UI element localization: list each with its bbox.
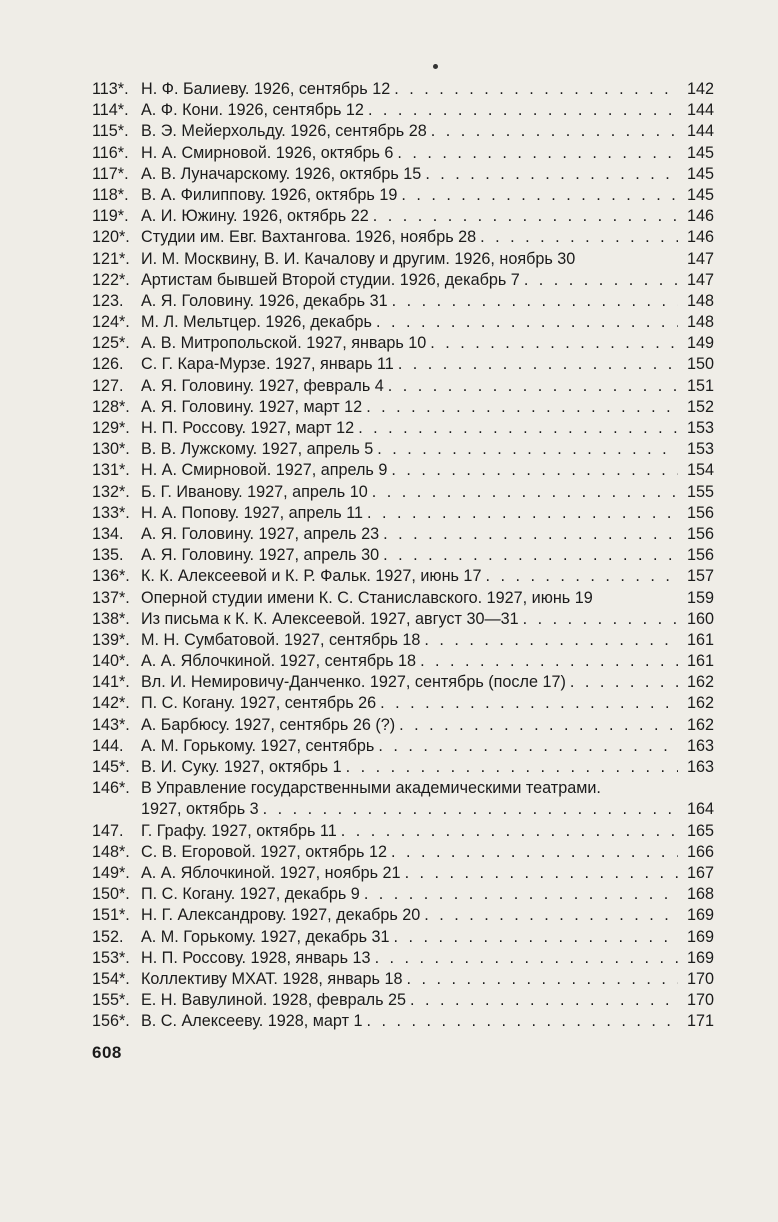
- table-of-contents: [92, 79, 714, 1032]
- toc-entry: [92, 778, 714, 820]
- entry-page: 145: [686, 164, 714, 183]
- entry-number: 120*.: [92, 228, 130, 247]
- entry-title: Н. П. Россову. 1928, январь 13: [141, 948, 371, 967]
- toc-entry: [92, 312, 714, 333]
- toc-entry: [92, 990, 714, 1011]
- entry-page: 148: [686, 313, 714, 332]
- entry-title: Н. П. Россову. 1927, март 12: [141, 419, 355, 437]
- dot-leader: [390, 79, 678, 100]
- entry-title: П. С. Когану. 1927, сентябрь 26: [141, 694, 377, 713]
- entry-page: 156: [686, 524, 714, 543]
- dot-leader: [371, 948, 678, 969]
- entry-page: 163: [686, 736, 714, 755]
- entry-title: М. Л. Мельтцер. 1926, декабрь: [141, 313, 372, 332]
- entry-title: А. Барбюсу. 1927, сентябрь 26 (?): [141, 715, 396, 734]
- toc-entry: [92, 206, 714, 227]
- entry-title: Из письма к К. К. Алексеевой. 1927, август 30—31: [141, 609, 519, 628]
- entry-page: 166: [686, 842, 714, 861]
- toc-entry: [92, 100, 714, 121]
- toc-entry: [92, 333, 714, 354]
- toc-entry: [92, 863, 714, 884]
- toc-entry: [92, 545, 714, 566]
- entry-title: А. Я. Головину. 1927, апрель 23: [141, 524, 380, 543]
- entry-number: 142*.: [92, 694, 130, 713]
- entry-title: А. Я. Головину. 1927, апрель 30: [141, 546, 380, 565]
- dot-leader: [342, 757, 678, 778]
- toc-entry: [92, 143, 714, 164]
- entry-number: 131*.: [92, 461, 130, 480]
- toc-entry: [92, 609, 714, 630]
- entry-number: 136*.: [92, 567, 130, 586]
- entry-number: 141*.: [92, 673, 130, 692]
- entry-number: 143*.: [92, 715, 130, 734]
- entry-page: 150: [686, 355, 714, 374]
- entry-title: А. А. Яблочкиной. 1927, ноябрь 21: [141, 863, 401, 882]
- entry-number: 119*.: [92, 207, 129, 226]
- entry-page: 161: [686, 630, 714, 649]
- dot-leader: [481, 566, 678, 587]
- entry-number: 114*.: [92, 101, 129, 120]
- entry-page: 170: [686, 969, 714, 988]
- entry-page: 146: [686, 207, 714, 226]
- entry-number: 129*.: [92, 419, 130, 437]
- entry-title: Н. А. Смирновой. 1927, апрель 9: [141, 461, 388, 480]
- entry-number: 118*.: [92, 185, 129, 204]
- entry-page: 148: [686, 291, 714, 310]
- entry-title: Г. Графу. 1927, октябрь 11: [141, 821, 337, 840]
- dot-leader: [397, 185, 678, 206]
- dot-leader: [379, 524, 678, 545]
- entry-page: 162: [686, 715, 714, 734]
- entry-title: Н. Г. Александрову. 1927, декабрь 20: [141, 906, 421, 925]
- toc-entry: [92, 842, 714, 863]
- entry-number: 150*.: [92, 885, 130, 904]
- dot-leader: [384, 376, 678, 397]
- toc-entry: [92, 715, 714, 736]
- toc-entry: [92, 164, 714, 185]
- entry-page: 157: [686, 567, 714, 586]
- toc-entry: [92, 905, 714, 926]
- dot-leader: [259, 799, 678, 820]
- entry-title: А. А. Яблочкиной. 1927, сентябрь 18: [141, 652, 417, 671]
- entry-number: 135.: [92, 546, 124, 565]
- toc-entry: [92, 249, 714, 270]
- dot-leader: [393, 143, 678, 164]
- entry-number: 148*.: [92, 842, 130, 861]
- entry-title: А. Я. Головину. 1927, март 12: [141, 397, 363, 416]
- toc-entry: [92, 630, 714, 651]
- dot-leader: [387, 460, 678, 481]
- dot-leader: [426, 333, 678, 354]
- entry-number: 123.: [92, 291, 124, 310]
- entry-number: 113*.: [92, 80, 129, 98]
- entry-number: 133*.: [92, 503, 130, 522]
- entry-page: 162: [686, 673, 714, 692]
- dot-leader: [566, 672, 678, 693]
- entry-title: А. В. Митропольской. 1927, январь 10: [141, 334, 427, 353]
- entry-number: 153*.: [92, 948, 130, 967]
- entry-page: 142: [686, 80, 714, 98]
- entry-page: 147: [686, 270, 714, 289]
- entry-page: 145: [686, 185, 714, 204]
- toc-entry: [92, 884, 714, 905]
- entry-number: 144.: [92, 736, 124, 755]
- toc-entry: [92, 376, 714, 397]
- entry-page: 156: [686, 503, 714, 522]
- entry-title: И. М. Москвину, В. И. Качалову и другим. 1926, ноябрь 30: [141, 249, 576, 268]
- entry-title: А. М. Горькому. 1927, сентябрь: [141, 736, 375, 755]
- entry-page: 156: [686, 546, 714, 565]
- entry-page: 164: [686, 800, 714, 819]
- entry-number: 154*.: [92, 969, 130, 988]
- dot-leader: [362, 397, 678, 418]
- dot-leader: [363, 1011, 679, 1032]
- entry-page: 162: [686, 694, 714, 713]
- toc-entry: [92, 651, 714, 672]
- toc-entry: [92, 354, 714, 375]
- entry-page: 147: [686, 249, 714, 268]
- entry-title: А. М. Горькому. 1927, декабрь 31: [141, 927, 390, 946]
- toc-entry: [92, 270, 714, 291]
- entry-number: 137*.: [92, 588, 130, 607]
- entry-title: Н. А. Смирновой. 1926, октябрь 6: [141, 143, 394, 162]
- entry-title: В. И. Суку. 1927, октябрь 1: [141, 758, 342, 776]
- entry-title: Вл. И. Немировичу-Данченко. 1927, сентябрь (после 17): [141, 673, 566, 692]
- dot-leader: [394, 354, 678, 375]
- dot-leader: [368, 482, 678, 503]
- entry-title: А. В. Луначарскому. 1926, октябрь 15: [141, 164, 422, 183]
- dot-leader: [387, 842, 678, 863]
- toc-entry: [92, 121, 714, 142]
- dot-leader: [369, 206, 678, 227]
- dot-leader: [406, 990, 678, 1011]
- entry-number: 146*.: [92, 779, 130, 798]
- toc-entry: [92, 757, 714, 778]
- entry-page: 169: [686, 948, 714, 967]
- entry-page: 153: [686, 440, 714, 459]
- entry-page: 152: [686, 397, 714, 416]
- entry-page: 161: [686, 652, 714, 671]
- entry-page: 149: [686, 334, 714, 353]
- entry-number: 149*.: [92, 863, 130, 882]
- entry-number: 115*.: [92, 122, 129, 141]
- entry-title: В. В. Лужскому. 1927, апрель 5: [141, 440, 374, 459]
- entry-number: 125*.: [92, 334, 130, 353]
- entry-number: 128*.: [92, 397, 130, 416]
- entry-page: 167: [686, 863, 714, 882]
- entry-number: 138*.: [92, 609, 130, 628]
- entry-page: 144: [686, 122, 714, 141]
- entry-page: 144: [686, 101, 714, 120]
- entry-number: 155*.: [92, 991, 130, 1010]
- entry-number: 145*.: [92, 758, 130, 776]
- page-number: 608: [92, 1043, 122, 1062]
- entry-number: 117*.: [92, 164, 129, 183]
- entry-title: Оперной студии имени К. С. Станиславского. 1927, июнь 19: [141, 588, 593, 607]
- dot-leader: [354, 418, 678, 439]
- entry-page: 160: [686, 609, 714, 628]
- entry-number: 134.: [92, 524, 124, 543]
- toc-entry: [92, 927, 714, 948]
- entry-title: Коллективу МХАТ. 1928, январь 18: [141, 969, 403, 988]
- toc-entry: [92, 503, 714, 524]
- entry-title: К. К. Алексеевой и К. Р. Фальк. 1927, июнь 17: [141, 567, 482, 586]
- toc-entry: [92, 1011, 714, 1032]
- entry-page: 153: [686, 419, 714, 437]
- toc-entry: [92, 524, 714, 545]
- toc-entry: [92, 969, 714, 990]
- toc-entry: [92, 821, 714, 842]
- entry-number: 156*.: [92, 1012, 130, 1031]
- dot-leader: [373, 439, 678, 460]
- entry-number: 121*.: [92, 249, 130, 268]
- dot-leader: [337, 821, 678, 842]
- toc-entry: [92, 693, 714, 714]
- dot-leader: [421, 164, 678, 185]
- entry-number: 116*.: [92, 143, 129, 162]
- toc-entry: [92, 418, 714, 439]
- entry-title: Б. Г. Иванову. 1927, апрель 10: [141, 482, 368, 501]
- entry-page: 163: [686, 758, 714, 776]
- entry-page: 170: [686, 991, 714, 1010]
- dot-leader: [420, 630, 678, 651]
- entry-page: 145: [686, 143, 714, 162]
- entry-page: 171: [686, 1012, 714, 1031]
- entry-page: 169: [686, 927, 714, 946]
- entry-page: 154: [686, 461, 714, 480]
- entry-title: А. Я. Головину. 1927, февраль 4: [141, 376, 384, 395]
- entry-number: 124*.: [92, 313, 130, 332]
- entry-number: 139*.: [92, 630, 130, 649]
- dot-leader: [364, 100, 678, 121]
- dot-leader: [395, 715, 678, 736]
- toc-entry: [92, 185, 714, 206]
- toc-entry: [92, 397, 714, 418]
- toc-entry: [92, 672, 714, 693]
- entry-number: 147.: [92, 821, 124, 840]
- entry-title: В. С. Алексееву. 1928, март 1: [141, 1012, 363, 1031]
- toc-entry: [92, 439, 714, 460]
- dot-leader: [420, 905, 678, 926]
- entry-title: П. С. Когану. 1927, декабрь 9: [141, 885, 360, 904]
- entry-title: Артистам бывшей Второй студии. 1926, декабрь 7: [141, 270, 520, 289]
- entry-number: 127.: [92, 376, 124, 395]
- dot-leader: [403, 969, 679, 990]
- dot-leader: [372, 312, 678, 333]
- entry-number: 122*.: [92, 270, 130, 289]
- toc-entry: [92, 736, 714, 757]
- entry-page: 151: [686, 376, 714, 395]
- entry-page: 165: [686, 821, 714, 840]
- entry-number: 132*.: [92, 482, 130, 501]
- entry-title: А. Я. Головину. 1926, декабрь 31: [141, 291, 388, 310]
- toc-entry: [92, 460, 714, 481]
- entry-title: Н. Ф. Балиеву. 1926, сентябрь 12: [141, 80, 391, 98]
- entry-title: Студии им. Евг. Вахтангова. 1926, ноябрь 28: [141, 228, 477, 247]
- entry-title: А. Ф. Кони. 1926, сентябрь 12: [141, 101, 364, 120]
- dot-leader: [390, 927, 678, 948]
- print-mark: [433, 64, 438, 69]
- entry-title: Н. А. Попову. 1927, апрель 11: [141, 503, 364, 522]
- entry-page: 155: [686, 482, 714, 501]
- dot-leader: [379, 545, 678, 566]
- entry-number: 140*.: [92, 652, 130, 671]
- entry-number: 151*.: [92, 906, 130, 925]
- dot-leader: [401, 863, 678, 884]
- dot-leader: [476, 227, 678, 248]
- toc-entry: [92, 566, 714, 587]
- dot-leader: [374, 736, 678, 757]
- toc-entry: [92, 482, 714, 503]
- entry-title: В. Э. Мейерхольду. 1926, сентябрь 28: [141, 122, 427, 141]
- entry-title: М. Н. Сумбатовой. 1927, сентябрь 18: [141, 630, 421, 649]
- dot-leader: [427, 121, 678, 142]
- entry-page: 146: [686, 228, 714, 247]
- entry-number: 126.: [92, 355, 124, 374]
- dot-leader: [520, 270, 678, 291]
- dot-leader: [363, 503, 678, 524]
- entry-number: 130*.: [92, 440, 130, 459]
- entry-title-continued: 1927, октябрь 3: [141, 800, 259, 819]
- dot-leader: [360, 884, 678, 905]
- dot-leader: [376, 693, 678, 714]
- toc-entry: [92, 291, 714, 312]
- toc-entry: [92, 79, 714, 100]
- entry-title: В. А. Филиппову. 1926, октябрь 19: [141, 185, 398, 204]
- entry-page: 169: [686, 906, 714, 925]
- entry-title: А. И. Южину. 1926, октябрь 22: [141, 207, 369, 226]
- entry-page: 159: [686, 588, 714, 607]
- toc-entry: [92, 948, 714, 969]
- dot-leader: [388, 291, 678, 312]
- entry-title: В Управление государственными академическими театрами.: [141, 779, 601, 798]
- toc-entry: [92, 227, 714, 248]
- entry-number: 152.: [92, 927, 124, 946]
- entry-title: С. В. Егоровой. 1927, октябрь 12: [141, 842, 387, 861]
- entry-page: 168: [686, 885, 714, 904]
- entry-title: С. Г. Кара-Мурзе. 1927, январь 11: [141, 355, 394, 374]
- entry-title: Е. Н. Вавулиной. 1928, февраль 25: [141, 991, 407, 1010]
- toc-entry: [92, 588, 714, 609]
- dot-leader: [416, 651, 678, 672]
- dot-leader: [519, 609, 678, 630]
